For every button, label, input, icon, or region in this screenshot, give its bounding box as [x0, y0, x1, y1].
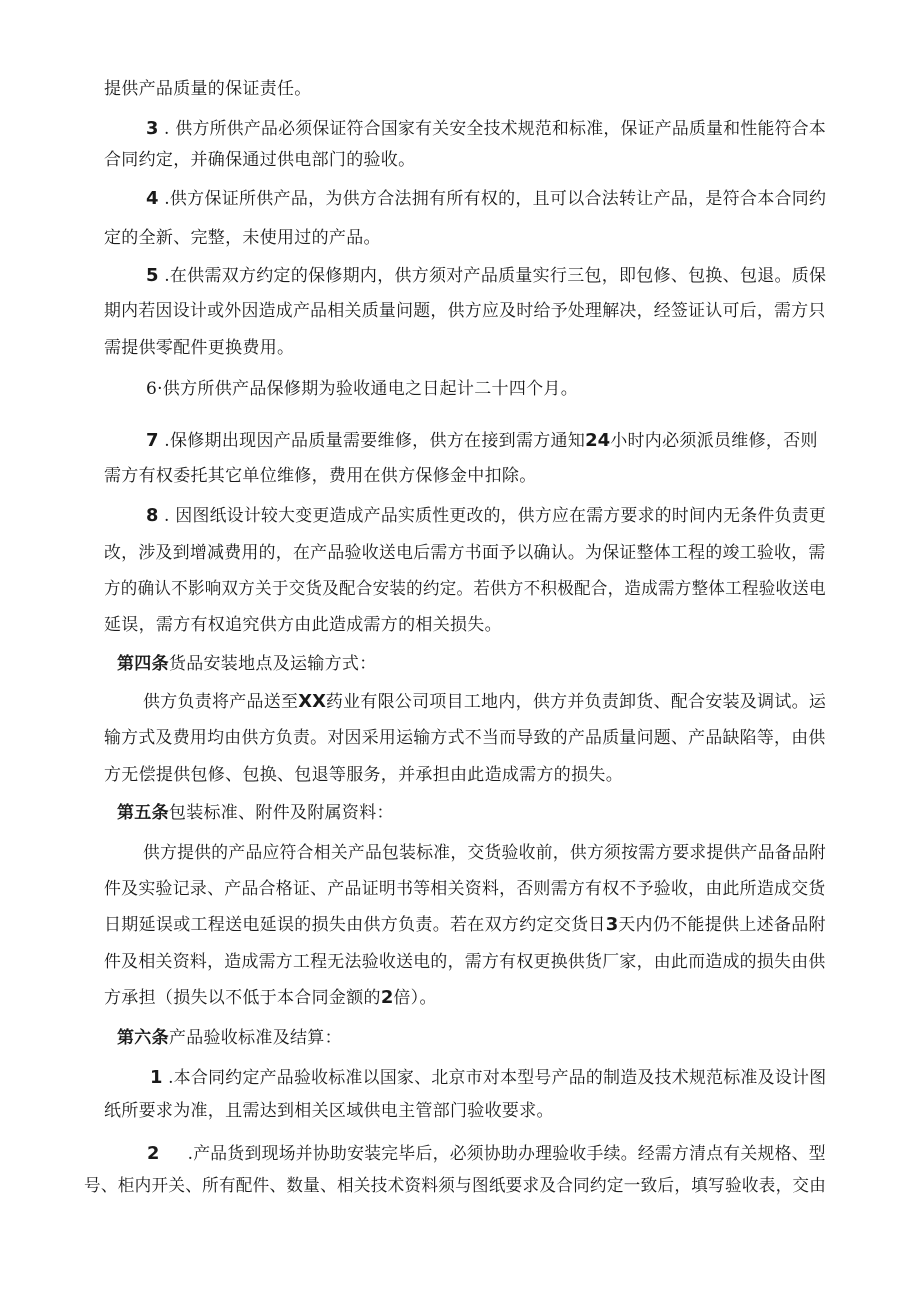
paragraph-line [104, 727, 826, 749]
text: 需方有权委托其它单位维修，费用在供方保修金中扣除。 [104, 466, 537, 486]
paragraph-line [104, 878, 826, 900]
text: 提供产品质量的保证责任。 [104, 79, 312, 99]
text: 方无偿提供包修、包换、包退等服务，并承担由此造成需方的损失。 [104, 765, 623, 785]
text: 方的确认不影响双方关于交货及配合安装的约定。若供方不积极配合，造成需方整体工程验收送电 [104, 579, 826, 599]
text: 日期延误或工程送电延误的损失由供方负责。若在双方约定交货日 [104, 915, 606, 935]
paragraph-line [143, 842, 826, 864]
text: .本合同约定产品验收标准以国家、北京市对本型号产品的制造及技术规范标准及设计图 [162, 1068, 827, 1088]
paragraph-line [104, 914, 826, 936]
text: 产品验收标准及结算： [168, 1028, 342, 1048]
text: 输方式及费用均由供方负责。对因采用运输方式不当而导致的产品质量问题、产品缺陷等，由供 [104, 728, 826, 748]
text: 包装标准、附件及附属资料： [168, 803, 394, 823]
text: 货品安装地点及运输方式： [168, 654, 377, 674]
article-label: 第六条 [117, 1028, 169, 1048]
clause-number: 4 [146, 188, 159, 209]
text: 方承担（损失以不低于本合同金额的 [104, 988, 381, 1008]
text: 纸所要求为准，且需达到相关区域供电主管部门验收要求。 [104, 1101, 554, 1121]
multiplier-number: 2 [380, 987, 394, 1008]
paragraph-line [104, 337, 294, 359]
paragraph-line [104, 149, 415, 171]
clause-number: 3 [146, 118, 159, 139]
paragraph-line [104, 987, 437, 1009]
paragraph-line [104, 300, 826, 322]
paragraph-line [104, 542, 826, 564]
text: 供方负责将产品送至 [143, 692, 299, 712]
text: . 供方所供产品必须保证符合国家有关安全技术规范和标准，保证产品质量和性能符合本 [158, 119, 827, 139]
paragraph-line [143, 691, 826, 713]
clause-6-1 [150, 1067, 826, 1089]
clause-6 [146, 378, 578, 400]
clause-number: 1 [150, 1067, 163, 1088]
paragraph-line [84, 1175, 826, 1197]
text: 药业有限公司项目工地内，供方并负责卸货、配合安装及调试。运 [325, 692, 827, 712]
text: 小时内必须派员维修，否则 [610, 431, 818, 451]
company-placeholder: XX [298, 691, 326, 712]
paragraph-line [104, 951, 826, 973]
text: 改，涉及到增减费用的，在产品验收送电后需方书面予以确认。为保证整体工程的竣工验收，需 [104, 543, 826, 563]
article-5-heading [117, 802, 394, 824]
paragraph-line [104, 227, 381, 249]
text: . 因图纸设计较大变更造成产品实质性更改的，供方应在需方要求的时间内无条件负责更 [158, 506, 827, 526]
text: .产品货到现场并协助安装完毕后，必须协助办理验收手续。经需方清点有关规格、型 [159, 1144, 826, 1164]
text: .在供需双方约定的保修期内，供方须对产品质量实行三包，即包修、包换、包退。质保 [158, 266, 827, 286]
clause-7 [146, 430, 818, 452]
text: 延误，需方有权追究供方由此造成需方的相关损失。 [104, 615, 502, 635]
paragraph-line [104, 764, 623, 786]
paragraph-line [104, 578, 826, 600]
clause-number: 2 [147, 1143, 160, 1164]
text: 定的全新、完整，未使用过的产品。 [104, 228, 381, 248]
article-label: 第五条 [117, 803, 169, 823]
text: 号、柜内开关、所有配件、数量、相关技术资料须与图纸要求及合同约定一致后，填写验收表，交由 [84, 1176, 827, 1196]
text: 需提供零配件更换费用。 [104, 338, 295, 358]
article-4-heading [117, 653, 377, 675]
text: 天内仍不能提供上述备品附 [618, 915, 826, 935]
days-number: 3 [605, 914, 619, 935]
text: 期内若因设计或外因造成产品相关质量问题，供方应及时给予处理解决，经签证认可后，需方只 [104, 301, 826, 321]
text: 合同约定，并确保通过供电部门的验收。 [104, 150, 416, 170]
article-6-heading [117, 1027, 342, 1049]
text: 件及实验记录、产品合格证、产品证明书等相关资料，否则需方有权不予验收，由此所造成交货 [104, 879, 826, 899]
clause-number: 5 [146, 265, 159, 286]
text: .保修期出现因产品质量需要维修，供方在接到需方通知 [158, 431, 586, 451]
paragraph-line [104, 465, 537, 487]
article-label: 第四条 [117, 654, 169, 674]
text: 倍）。 [393, 988, 437, 1008]
text: 6·供方所供产品保修期为验收通电之日起计二十四个月。 [146, 379, 579, 399]
clause-4 [146, 188, 826, 210]
hours-number: 24 [585, 430, 611, 451]
clause-3 [146, 118, 826, 140]
paragraph-line [104, 614, 502, 636]
clause-number: 7 [146, 430, 159, 451]
clause-8 [146, 505, 826, 527]
text: 供方提供的产品应符合相关产品包装标准，交货验收前，供方须按需方要求提供产品备品附 [143, 843, 827, 863]
clause-number: 8 [146, 505, 159, 526]
clause-6-2 [147, 1143, 826, 1165]
clause-5 [146, 265, 826, 287]
paragraph-line [104, 78, 312, 100]
text: 件及相关资料，造成需方工程无法验收送电的，需方有权更换供货厂家，由此而造成的损失由供 [104, 952, 826, 972]
paragraph-line [104, 1100, 554, 1122]
text: .供方保证所供产品，为供方合法拥有所有权的，且可以合法转让产品，是符合本合同约 [158, 189, 827, 209]
